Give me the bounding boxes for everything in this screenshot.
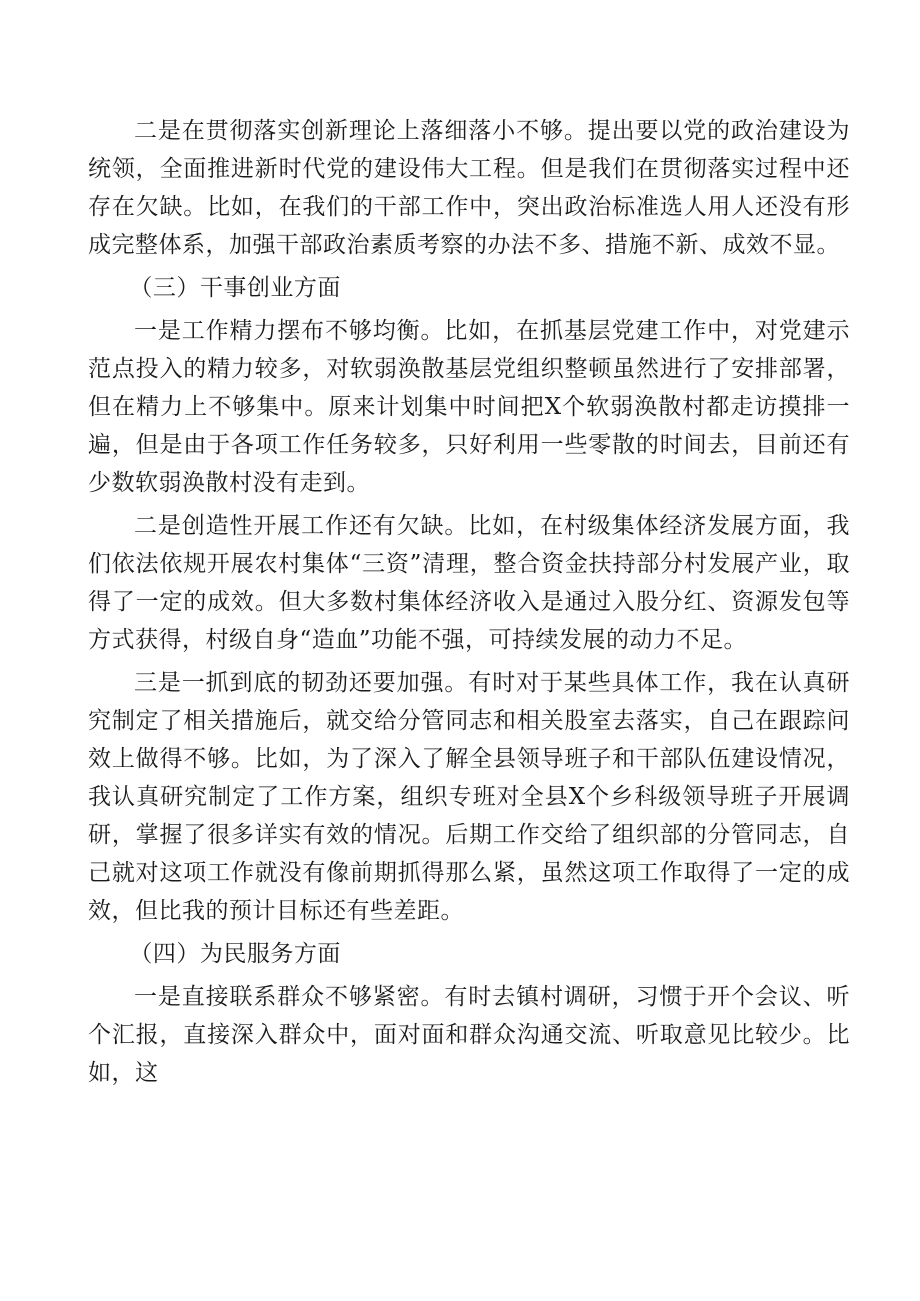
section-heading-serving-people: （四）为民服务方面: [129, 941, 341, 967]
section-heading-entrepreneurship: （三）干事创业方面: [129, 275, 341, 301]
paragraph-energy-allocation: 一是工作精力摆布不够均衡。比如，在抓基层党建工作中，对党建示范点投入的精力较多，对软弱涣散基层党组织整顿虽然进行了安排部署，但在精力上不够集中。原来计划集中时间把X个软弱涣散村都走访摸排一遍，但是由于各项工作任务较多，只好利用一些零散的时间去，目前还有少数软弱涣散村没有走到。: [88, 318, 850, 496]
document-body: [88, 112, 850, 1097]
paragraph-creativity: 二是创造性开展工作还有欠缺。比如，在村级集体经济发展方面，我们依法依规开展农村集体“三资”清理，整合资金扶持部分村发展产业，取得了一定的成效。但大多数村集体经济收入是通过入股分红、资源发包等方式获得，村级自身“造血”功能不强，可持续发展的动力不足。: [88, 513, 850, 653]
paragraph-contact-masses: 一是直接联系群众不够紧密。有时去镇村调研，习惯于开个会议、听个汇报，直接深入群众中，面对面和群众沟通交流、听取意见比较少。比如，这: [88, 984, 850, 1086]
paragraph-political-theory: 二是在贯彻落实创新理论上落细落小不够。提出要以党的政治建设为统领，全面推进新时代党的建设伟大工程。但是我们在贯彻落实过程中还存在欠缺。比如，在我们的干部工作中，突出政治标准选人用人还没有形成完整体系，加强干部政治素质考察的办法不多、措施不新、成效不显。: [88, 118, 850, 258]
paragraph-persistence: 三是一抓到底的韧劲还要加强。有时对于某些具体工作，我在认真研究制定了相关措施后，就交给分管同志和相关股室去落实，自己在跟踪问效上做得不够。比如，为了深入了解全县领导班子和干部队伍建设情况，我认真研究制定了工作方案，组织专班对全县X个乡科级领导班子开展调研，掌握了很多详实有效的情况。后期工作交给了组织部的分管同志，自己就对这项工作就没有像前期抓得那么紧，虽然这项工作取得了一定的成效，但比我的预计目标还有些差距。: [88, 670, 850, 924]
